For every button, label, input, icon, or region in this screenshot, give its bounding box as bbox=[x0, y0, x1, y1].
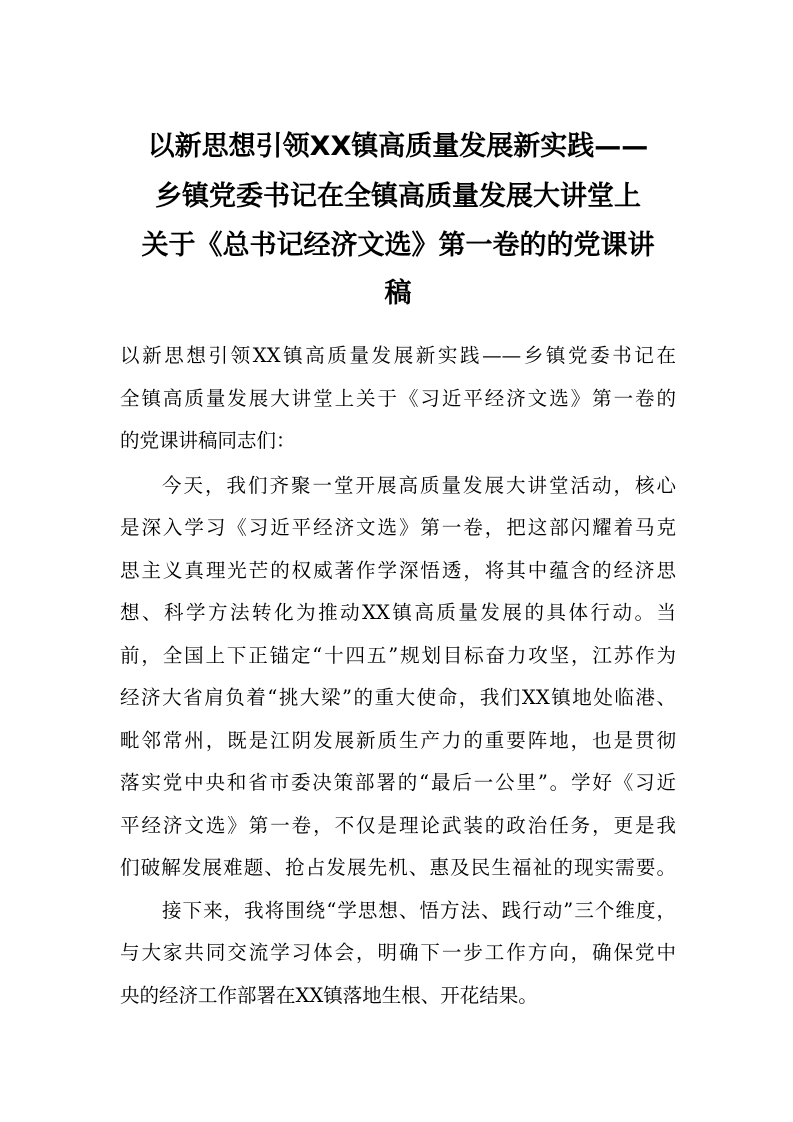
body-line: 经济大省肩负着“挑大梁”的重大使命，我们XX镇地处临港、 bbox=[120, 686, 676, 709]
body-line: 以新思想引领XX镇高质量发展新实践——乡镇党委书记在 bbox=[120, 344, 676, 367]
title-line: 乡镇党委书记在全镇高质量发展大讲堂上 bbox=[155, 181, 641, 212]
body-line: 全镇高质量发展大讲堂上关于《习近平经济文选》第一卷的 bbox=[120, 387, 676, 410]
body-line: 接下来，我将围绕“学思想、悟方法、践行动”三个维度， bbox=[162, 899, 676, 922]
body-line: 落实党中央和省市委决策部署的“最后一公里”。学好《习近 bbox=[120, 771, 676, 794]
body-line: 与大家共同交流学习体会，明确下一步工作方向，确保党中 bbox=[120, 941, 676, 964]
body-line: 思主义真理光芒的权威著作学深悟透，将其中蕴含的经济思 bbox=[120, 559, 676, 582]
body-line: 今天，我们齐聚一堂开展高质量发展大讲堂活动，核心 bbox=[162, 474, 676, 497]
body-line: 央的经济工作部署在XX镇落地生根、开花结果。 bbox=[120, 984, 538, 1007]
title-line: 关于《总书记经济文选》第一卷的的党课讲 bbox=[141, 230, 655, 261]
title-line: 稿 bbox=[384, 278, 412, 309]
title-line: 以新思想引领XX镇高质量发展新实践—— bbox=[147, 131, 649, 162]
body-line: 毗邻常州，既是江阴发展新质生产力的重要阵地，也是贯彻 bbox=[120, 729, 676, 752]
body-line: 们破解发展难题、抢占发展先机、惠及民生福祉的现实需要。 bbox=[120, 856, 676, 879]
body-line: 是深入学习《习近平经济文选》第一卷，把这部闪耀着马克 bbox=[120, 516, 676, 539]
body-line: 前，全国上下正锚定“十四五”规划目标奋力攻坚，江苏作为 bbox=[120, 644, 676, 667]
body-line: 的党课讲稿同志们： bbox=[120, 429, 296, 452]
body-line: 平经济文选》第一卷，不仅是理论武装的政治任务，更是我 bbox=[120, 814, 676, 837]
body-line: 想、科学方法转化为推动XX镇高质量发展的具体行动。当 bbox=[120, 601, 676, 624]
